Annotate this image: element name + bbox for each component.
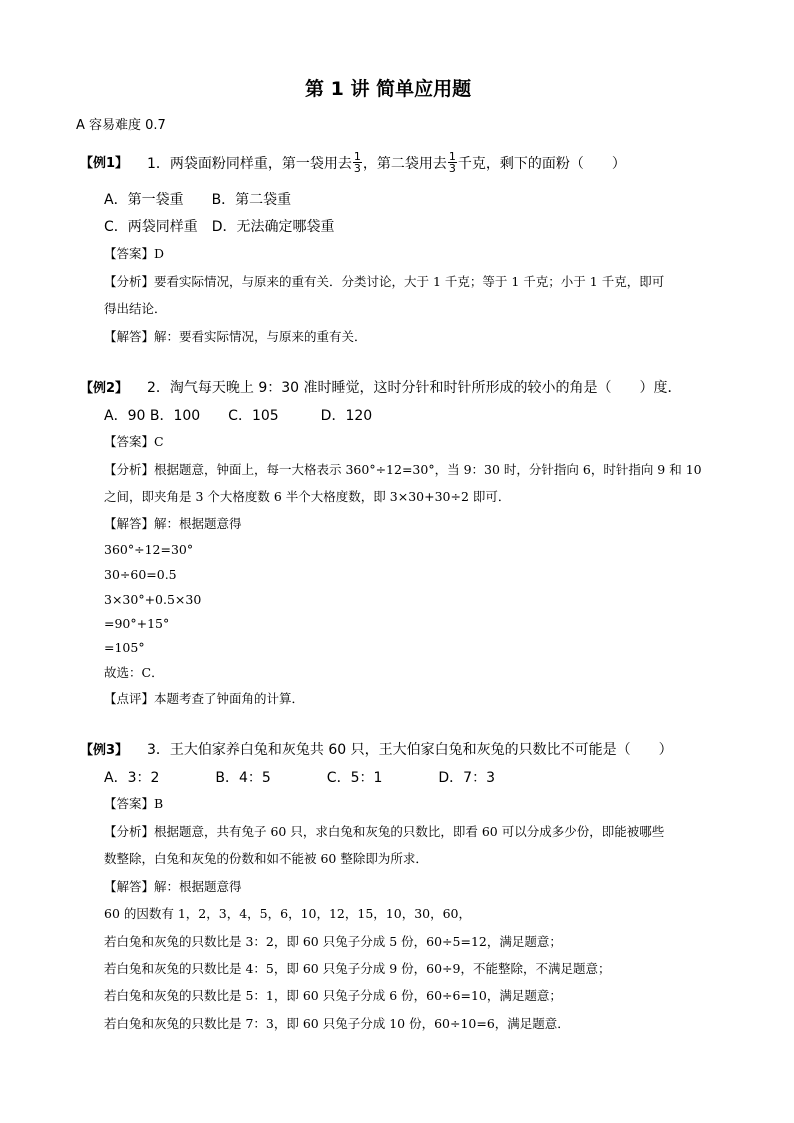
page-title: 第 1 讲 简单应用题: [305, 78, 472, 100]
example-2-options: A．90 B．100 C．105 D．120: [104, 408, 373, 424]
example-3-case-3: 若白兔和灰兔的只数比是 5：1，即 60 只兔子分成 6 份，60÷6=10，满足题意；: [104, 988, 562, 1003]
example-2-calc-line2: 30÷60=0.5: [104, 567, 177, 582]
example-3-case-1: 若白兔和灰兔的只数比是 3：2，即 60 只兔子分成 5 份，60÷5=12，满足题意；: [104, 934, 562, 949]
example-3-case-4: 若白兔和灰兔的只数比是 7：3，即 60 只兔子分成 10 份，60÷10=6，满足题意．: [104, 1016, 570, 1031]
example-3-options: A．3：2 B．4：5 C．5：1 D．7：3: [104, 770, 495, 786]
example-1-question: [147, 150, 626, 178]
example-1-analysis-line1: 【分析】要看实际情况，与原来的重有关．分类讨论，大于 1 千克；等于 1 千克；小于 1 千克，即可: [104, 274, 665, 289]
example-2-solution: 【解答】解：根据题意得: [104, 516, 242, 531]
example-2-calc-line3: 3×30°+0.5×30: [104, 592, 202, 607]
example-2-calc-line4: =90°+15°: [104, 616, 170, 631]
example-2-choice: 故选：C．: [104, 665, 164, 680]
example-2-analysis-line2: 之间，即夹角是 3 个大格度数 6 半个大格度数，即 3×30+30÷2 即可．: [104, 489, 511, 504]
example-1-analysis-line2: 得出结论．: [104, 301, 167, 316]
example-2-question: 2．淘气每天晚上 9：30 准时睡觉，这时分针和时针所形成的较小的角是（ ）度．: [147, 380, 682, 396]
example-3-answer: 【答案】B: [104, 796, 164, 811]
example-3-question: 3．王大伯家养白兔和灰兔共 60 只，王大伯家白兔和灰兔的只数比不可能是（ ）: [147, 742, 673, 758]
example-1-solution: 【解答】解：要看实际情况，与原来的重有关．: [104, 329, 367, 344]
question-text-part1: 1．两袋面粉同样重，第一袋用去: [147, 156, 352, 172]
example-2-label: 【例2】: [80, 381, 129, 396]
example-3-analysis-line2: 数整除，白兔和灰兔的份数和如不能被 60 整除即为所求．: [104, 851, 428, 866]
example-1-options-row2: C．两袋同样重 D．无法确定哪袋重: [104, 219, 335, 235]
example-1-label: 【例1】: [80, 156, 129, 171]
example-3-label: 【例3】: [80, 743, 129, 758]
example-2-comment: 【点评】本题考查了钟面角的计算．: [104, 691, 305, 706]
example-2-calc-line5: =105°: [104, 640, 145, 655]
example-3-solution: 【解答】解：根据题意得: [104, 879, 242, 894]
question-text-part3: 千克，剩下的面粉（ ）: [457, 156, 626, 172]
example-3-analysis-line1: 【分析】根据题意，共有兔子 60 只，求白兔和灰兔的只数比，即看 60 可以分成多少份，即能被哪些: [104, 824, 665, 839]
fraction-one-third: $\frac{1}{3}$: [353, 149, 361, 175]
example-2-answer: 【答案】C: [104, 434, 164, 449]
question-text-part2: ，第二袋用去: [362, 156, 447, 172]
fraction-one-third-kg: $\frac{1}{3}$: [448, 149, 456, 175]
example-2-calc-line1: 360°÷12=30°: [104, 542, 194, 557]
example-1-answer: 【答案】D: [104, 246, 165, 261]
example-2-analysis-line1: 【分析】根据题意，钟面上，每一大格表示 360°÷12=30°，当 9：30 时，分针指向 6，时针指向 9 和 10: [104, 462, 702, 477]
example-3-factors: 60 的因数有 1，2，3，4，5，6，10，12，15，10，30，60，: [104, 906, 472, 921]
example-3-case-2: 若白兔和灰兔的只数比是 4：5，即 60 只兔子分成 9 份，60÷9，不能整除，不满足题意；: [104, 961, 611, 976]
difficulty-level: A 容易难度 0.7: [76, 118, 166, 133]
example-1-options-row1: A．第一袋重 B．第二袋重: [104, 192, 292, 208]
